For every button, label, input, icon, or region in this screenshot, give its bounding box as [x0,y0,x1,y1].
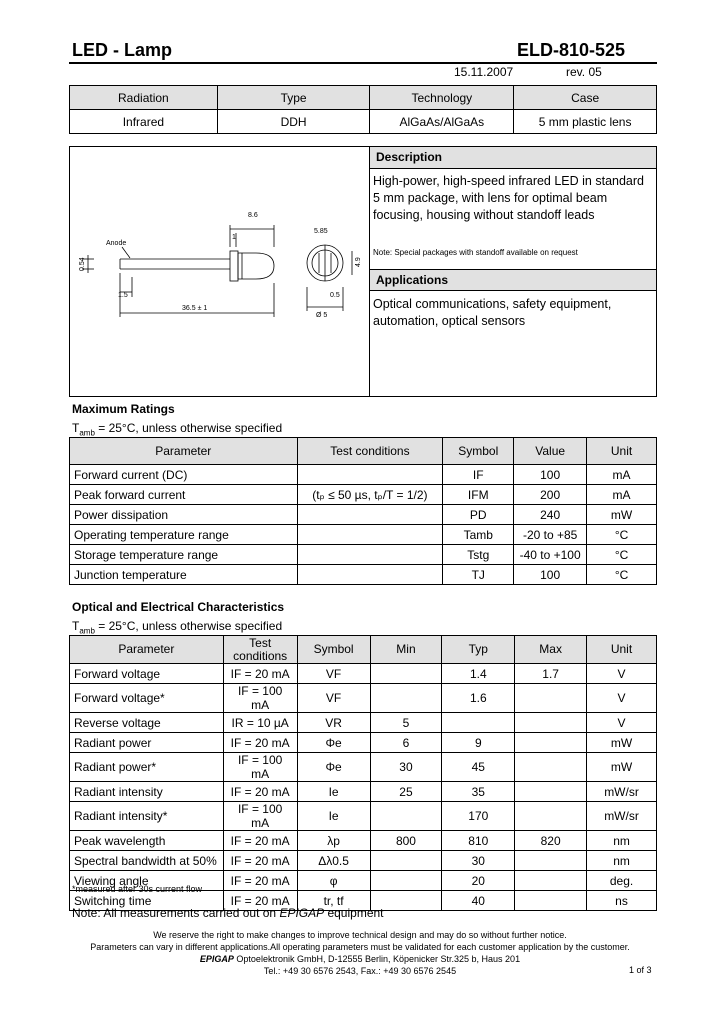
table-header-row [70,438,657,465]
cell-unit: V [587,713,657,733]
note-suffix: equipment [324,906,384,920]
col-header: Unit [587,636,657,664]
cell-unit: mW [587,733,657,753]
table-row [70,525,657,545]
disclaimer-line-1: We reserve the right to make changes to improve technical design and may do so without further notice. [153,930,567,940]
cell-value: -40 to +100 [514,545,587,565]
col-header: Max [515,636,587,664]
cell-typ: 810 [442,831,515,851]
cell-min: 5 [370,713,442,733]
cell-symbol: Ie [297,782,370,802]
cell-conditions: IF = 20 mA [223,664,297,684]
table-row [70,831,657,851]
cond-subscript: amb [79,626,95,636]
cell-conditions: IF = 20 mA [223,871,297,891]
cell-conditions: IF = 20 mA [223,733,297,753]
col-header: Test conditions [297,438,443,465]
cell-parameter: Operating temperature range [70,525,298,545]
table-row [70,565,657,585]
document-title: LED - Lamp [72,40,173,60]
cell-symbol: IFM [443,485,514,505]
cell-conditions: IF = 20 mA [223,831,297,851]
cell-max [515,733,587,753]
cell-min [370,664,442,684]
company-address [0,954,720,964]
cell-conditions [297,565,443,585]
cell-conditions: IF = 20 mA [223,782,297,802]
dim-1: 1 [232,234,236,241]
dim-5-0: Ø 5 [316,312,328,319]
optical-conditions [72,619,282,635]
cell-typ: 30 [442,851,515,871]
part-number: ELD-810-525 [517,40,626,60]
cell-symbol: Φe [297,753,370,782]
cell-value: 100 [514,465,587,485]
summary-header: Type [217,86,370,110]
cell-conditions: IF = 20 mA [223,891,297,911]
cell-conditions: IF = 100 mA [223,753,297,782]
cell-unit: V [587,664,657,684]
cell-max [515,713,587,733]
cell-symbol: IF [443,465,514,485]
cell-value: 240 [514,505,587,525]
summary-table [69,85,657,134]
cell-max [515,753,587,782]
cell-min: 25 [370,782,442,802]
cell-unit: °C [587,565,657,585]
summary-header: Technology [370,86,514,110]
cell-symbol: VF [297,664,370,684]
optical-table [69,635,657,911]
table-row [70,485,657,505]
max-ratings-conditions [72,421,282,437]
anode-label: Anode [106,240,127,247]
cell-value: -20 to +85 [514,525,587,545]
cell-symbol: PD [443,505,514,525]
cell-typ: 40 [442,891,515,911]
cell-conditions: (tₚ ≤ 50 µs, tₚ/T = 1/2) [297,485,443,505]
col-header: Parameter [70,636,224,664]
cell-symbol: Δλ0.5 [297,851,370,871]
cell-min [370,802,442,831]
cell-conditions: IF = 100 mA [223,684,297,713]
cell-unit: mW [587,753,657,782]
summary-value: 5 mm plastic lens [514,110,657,134]
cell-parameter: Junction temperature [70,565,298,585]
cell-max: 820 [515,831,587,851]
table-row [70,733,657,753]
col-header: Test conditions [223,636,297,664]
page-number: 1 of 3 [629,965,652,975]
cell-conditions: IR = 10 µA [223,713,297,733]
cell-parameter: Radiant power* [70,753,224,782]
cell-unit: mW/sr [587,802,657,831]
cell-conditions [297,545,443,565]
table-row [70,802,657,831]
cell-symbol: VF [297,684,370,713]
cell-typ: 35 [442,782,515,802]
dim-0-54: 0.54 [79,257,86,271]
summary-value: DDH [217,110,370,134]
table-row [70,684,657,713]
cell-parameter: Storage temperature range [70,545,298,565]
description-heading: Description [370,147,656,169]
table-row [70,753,657,782]
cell-symbol: Φe [297,733,370,753]
table-row [70,851,657,871]
cell-parameter: Peak wavelength [70,831,224,851]
description-text: High-power, high-speed infrared LED in standard 5 mm package, with lens for optimal beam focusing, housing without standoff leads [373,174,644,222]
cell-symbol: Tstg [443,545,514,565]
company-brand: EPIGAP [199,954,234,964]
summary-value-row [70,110,657,134]
cell-typ: 170 [442,802,515,831]
cell-unit: nm [587,851,657,871]
cell-max [515,782,587,802]
note-prefix: Note: All measurements carried out on [72,906,280,920]
table-row [70,713,657,733]
cell-parameter: Forward voltage* [70,684,224,713]
cell-unit: nm [587,831,657,851]
summary-header-row [70,86,657,110]
cell-unit: V [587,684,657,713]
cell-parameter: Power dissipation [70,505,298,525]
cell-max [515,802,587,831]
col-header: Symbol [443,438,514,465]
cell-parameter: Forward current (DC) [70,465,298,485]
cell-symbol: VR [297,713,370,733]
cell-min [370,871,442,891]
cell-max: 1.7 [515,664,587,684]
cell-parameter: Viewing angle [70,871,224,891]
col-header: Parameter [70,438,298,465]
summary-header: Radiation [70,86,218,110]
cell-unit: mW [587,505,657,525]
cell-typ: 45 [442,753,515,782]
cell-unit: °C [587,545,657,565]
revision-date: 15.11.2007 [454,65,514,79]
cell-parameter: Peak forward current [70,485,298,505]
cell-typ: 20 [442,871,515,891]
cell-unit: mA [587,465,657,485]
cell-conditions [297,465,443,485]
dim-5-85: 5.85 [314,228,328,235]
cell-max [515,871,587,891]
cell-value: 200 [514,485,587,505]
dim-0-5: 0.5 [330,292,340,299]
col-header: Value [514,438,587,465]
package-drawing [70,147,370,397]
summary-value: Infrared [70,110,218,134]
cond-symbol: T [72,421,80,435]
description-box [369,146,657,397]
col-header: Typ [442,636,515,664]
cond-subscript: amb [79,428,95,438]
package-note: Note: Special packages with standoff available on request [373,248,578,257]
max-ratings-title: Maximum Ratings [72,402,175,416]
cell-min [370,684,442,713]
company-rest: Optoelektronik GmbH, D-12555 Berlin, Köpenicker Str.325 b, Haus 201 [233,954,521,964]
cell-parameter: Reverse voltage [70,713,224,733]
cell-min: 800 [370,831,442,851]
cell-typ [442,713,515,733]
cell-unit: deg. [587,871,657,891]
cell-conditions [297,525,443,545]
cell-symbol: tr, tf [297,891,370,911]
table-row [70,782,657,802]
optical-title: Optical and Electrical Characteristics [72,600,285,614]
applications-text: Optical communications, safety equipment, automation, optical sensors [373,297,612,328]
col-header: Min [370,636,442,664]
cell-conditions [297,505,443,525]
table-row [70,505,657,525]
table-row [70,465,657,485]
dim-36-5: 36.5 ± 1 [182,305,208,312]
measurement-footnote: *measured after 30s current flow [72,884,203,894]
cell-parameter: Spectral bandwidth at 50% [70,851,224,871]
cell-max [515,684,587,713]
cell-min: 6 [370,733,442,753]
cell-min [370,851,442,871]
cell-typ: 1.4 [442,664,515,684]
brand-name: EPIGAP [279,906,325,920]
cell-typ: 1.6 [442,684,515,713]
cond-text: = 25°C, unless otherwise specified [94,619,283,633]
cell-min: 30 [370,753,442,782]
cell-parameter: Radiant intensity [70,782,224,802]
company-contact: Tel.: +49 30 6576 2543, Fax.: +49 30 6576 2545 [263,966,457,976]
cond-symbol: T [72,619,80,633]
cell-symbol: φ [297,871,370,891]
revision-number: rev. 05 [566,65,602,79]
table-row [70,664,657,684]
measurement-note [72,906,384,920]
cell-parameter: Radiant power [70,733,224,753]
disclaimer-line-2: Parameters can vary in different applications.All operating parameters must be validated for each customer application by the customer. [90,942,630,952]
cell-parameter: Radiant intensity* [70,802,224,831]
cell-parameter: Forward voltage [70,664,224,684]
cell-unit: ns [587,891,657,911]
cond-text: = 25°C, unless otherwise specified [94,421,283,435]
cell-max [515,851,587,871]
summary-header: Case [514,86,657,110]
cell-symbol: λp [297,831,370,851]
dim-8-6: 8.6 [248,212,258,219]
max-ratings-table [69,437,657,585]
cell-unit: mA [587,485,657,505]
applications-heading: Applications [370,269,656,291]
cell-conditions: IF = 100 mA [223,802,297,831]
col-header: Unit [587,438,657,465]
dim-4-9: 4.9 [355,257,362,267]
cell-max [515,891,587,911]
cell-symbol: TJ [443,565,514,585]
cell-value: 100 [514,565,587,585]
summary-value: AlGaAs/AlGaAs [370,110,514,134]
cell-conditions: IF = 20 mA [223,851,297,871]
cell-typ: 9 [442,733,515,753]
cell-parameter: Switching time [70,891,224,911]
table-row [70,545,657,565]
cell-symbol: Ie [297,802,370,831]
col-header: Symbol [297,636,370,664]
cell-unit: mW/sr [587,782,657,802]
cell-symbol: Tamb [443,525,514,545]
dim-1-5: 1.5 [118,292,128,299]
table-header-row [70,636,657,664]
package-drawing-box [69,146,370,397]
cell-unit: °C [587,525,657,545]
title-divider [69,62,657,64]
